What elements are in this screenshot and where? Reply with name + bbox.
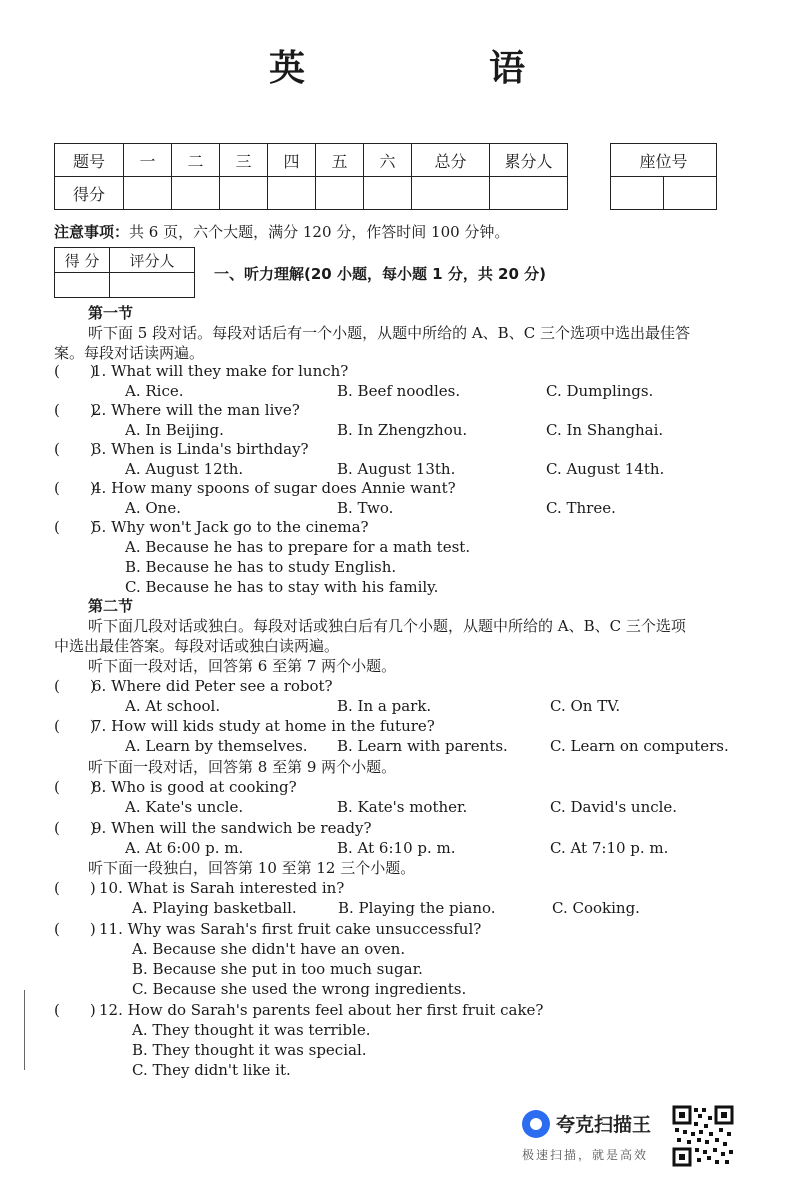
subsection-instruction: 听下面一段独白，回答第 10 至第 12 三个小题。 <box>88 859 416 877</box>
option-a: A. They thought it was terrible. <box>132 1021 371 1039</box>
section2-instruction: 听下面几段对话或独白。每段对话或独白后有几个小题，从题中所给的 A、B、C 三个选项 <box>88 617 686 635</box>
option-c: C. Learn on computers. <box>550 737 729 755</box>
seat-input-cell[interactable] <box>664 177 717 210</box>
option-c: C. At 7:10 p. m. <box>550 839 669 857</box>
score-input-cell[interactable] <box>490 177 568 210</box>
option-a: A. Kate's uncle. <box>125 798 244 816</box>
question-text: 5. Why won't Jack go to the cinema? <box>92 518 369 536</box>
option-c: C. In Shanghai. <box>546 421 664 439</box>
watermark-name: 夸克扫描王 <box>556 1114 652 1136</box>
scanner-logo-icon <box>522 1110 550 1138</box>
option-a: A. One. <box>125 499 181 517</box>
question-text: 7. How will kids study at home in the future? <box>92 717 435 735</box>
score-header-cell: 三 <box>220 144 268 177</box>
option-b: B. Because she put in too much sugar. <box>132 960 423 978</box>
option-b: B. Kate's mother. <box>337 798 468 816</box>
answer-bracket[interactable]: ( ) <box>54 518 96 536</box>
score-input-cell[interactable] <box>412 177 490 210</box>
option-b: B. Playing the piano. <box>338 899 496 917</box>
section2-heading: 第二节 <box>88 597 134 615</box>
grader-table <box>54 247 195 298</box>
seat-label: 座位号 <box>611 144 717 177</box>
answer-bracket[interactable]: ( ) <box>54 401 96 419</box>
grader-name-input[interactable] <box>110 273 195 298</box>
question-text: 1. What will they make for lunch? <box>92 362 349 380</box>
grader-score-label: 得 分 <box>55 248 110 273</box>
grader-name-label: 评分人 <box>110 248 195 273</box>
question-text: 9. When will the sandwich be ready? <box>92 819 372 837</box>
answer-bracket[interactable]: ( ) <box>54 440 96 458</box>
score-header-cell: 四 <box>268 144 316 177</box>
question-text: 10. What is Sarah interested in? <box>99 879 345 897</box>
score-input-cell[interactable] <box>172 177 220 210</box>
score-header-cell: 六 <box>364 144 412 177</box>
option-b: B. They thought it was special. <box>132 1041 367 1059</box>
section1-instruction: 听下面 5 段对话。每段对话后有一个小题，从题中所给的 A、B、C 三个选项中选出最佳答 <box>88 324 690 342</box>
question-text: 12. How do Sarah's parents feel about her first fruit cake? <box>99 1001 544 1019</box>
answer-bracket[interactable]: ( ) <box>54 677 96 695</box>
score-input-cell[interactable] <box>124 177 172 210</box>
option-c: C. August 14th. <box>546 460 665 478</box>
score-header-cell: 一 <box>124 144 172 177</box>
watermark-slogan: 极速扫描，就是高效 <box>522 1148 649 1162</box>
answer-bracket[interactable]: ( ) <box>54 879 96 897</box>
score-input-cell[interactable] <box>268 177 316 210</box>
notice-text: 共 6 页，六个大题，满分 120 分，作答时间 100 分钟。 <box>129 223 510 241</box>
option-b: B. Learn with parents. <box>337 737 508 755</box>
section1-instruction: 案。每段对话读两遍。 <box>54 344 205 362</box>
part1-title: 一、听力理解(20 小题，每小题 1 分，共 20 分) <box>214 265 547 283</box>
qr-code-icon <box>672 1105 734 1167</box>
score-header-cell: 五 <box>316 144 364 177</box>
score-input-cell[interactable] <box>364 177 412 210</box>
seat-input-cell[interactable] <box>611 177 664 210</box>
score-header-cell: 总分 <box>412 144 490 177</box>
answer-bracket[interactable]: ( ) <box>54 819 96 837</box>
question-text: 6. Where did Peter see a robot? <box>92 677 333 695</box>
option-b: B. Two. <box>337 499 394 517</box>
option-c: C. Three. <box>546 499 616 517</box>
option-a: A. August 12th. <box>125 460 244 478</box>
question-text: 3. When is Linda's birthday? <box>92 440 309 458</box>
option-a: A. At school. <box>125 697 221 715</box>
exam-notice <box>54 221 509 242</box>
answer-bracket[interactable]: ( ) <box>54 479 96 497</box>
section1-heading: 第一节 <box>88 304 134 322</box>
answer-bracket[interactable]: ( ) <box>54 362 96 380</box>
option-a: A. Playing basketball. <box>132 899 297 917</box>
option-b: B. Because he has to study English. <box>125 558 397 576</box>
score-header-cell: 累分人 <box>490 144 568 177</box>
option-a: A. Because she didn't have an oven. <box>132 940 406 958</box>
option-b: B. Beef noodles. <box>337 382 461 400</box>
answer-bracket[interactable]: ( ) <box>54 920 96 938</box>
score-input-cell[interactable] <box>220 177 268 210</box>
question-text: 2. Where will the man live? <box>92 401 300 419</box>
option-c: C. On TV. <box>550 697 621 715</box>
score-table-score-row <box>55 177 568 210</box>
option-b: B. In a park. <box>337 697 432 715</box>
score-header-cell: 二 <box>172 144 220 177</box>
score-header-cell: 题号 <box>55 144 124 177</box>
option-c: C. David's uncle. <box>550 798 678 816</box>
question-text: 8. Who is good at cooking? <box>92 778 297 796</box>
answer-bracket[interactable]: ( ) <box>54 1001 96 1019</box>
page-title: 英 语 <box>268 48 599 89</box>
notice-label: 注意事项： <box>54 223 130 241</box>
option-c: C. They didn't like it. <box>132 1061 291 1079</box>
section2-instruction: 中选出最佳答案。每段对话或独白读两遍。 <box>54 637 340 655</box>
score-table-header-row <box>55 144 568 177</box>
score-input-cell[interactable] <box>316 177 364 210</box>
option-b: B. August 13th. <box>337 460 456 478</box>
answer-bracket[interactable]: ( ) <box>54 717 96 735</box>
answer-bracket[interactable]: ( ) <box>54 778 96 796</box>
option-a: A. Because he has to prepare for a math test. <box>125 538 471 556</box>
margin-line <box>24 990 25 1070</box>
option-b: B. At 6:10 p. m. <box>337 839 456 857</box>
option-a: A. In Beijing. <box>125 421 224 439</box>
subsection-instruction: 听下面一段对话，回答第 6 至第 7 两个小题。 <box>88 657 397 675</box>
subsection-instruction: 听下面一段对话，回答第 8 至第 9 两个小题。 <box>88 758 397 776</box>
seat-table <box>610 143 717 210</box>
option-c: C. Dumplings. <box>546 382 654 400</box>
option-a: A. Rice. <box>125 382 184 400</box>
option-b: B. In Zhengzhou. <box>337 421 468 439</box>
option-c: C. Cooking. <box>552 899 640 917</box>
option-a: A. At 6:00 p. m. <box>125 839 244 857</box>
question-text: 4. How many spoons of sugar does Annie want? <box>92 479 456 497</box>
score-row-label: 得分 <box>55 177 124 210</box>
option-a: A. Learn by themselves. <box>125 737 308 755</box>
option-c: C. Because she used the wrong ingredients. <box>132 980 467 998</box>
question-text: 11. Why was Sarah's first fruit cake unsuccessful? <box>99 920 482 938</box>
option-c: C. Because he has to stay with his family. <box>125 578 439 596</box>
score-table <box>54 143 568 210</box>
grader-score-input[interactable] <box>55 273 110 298</box>
